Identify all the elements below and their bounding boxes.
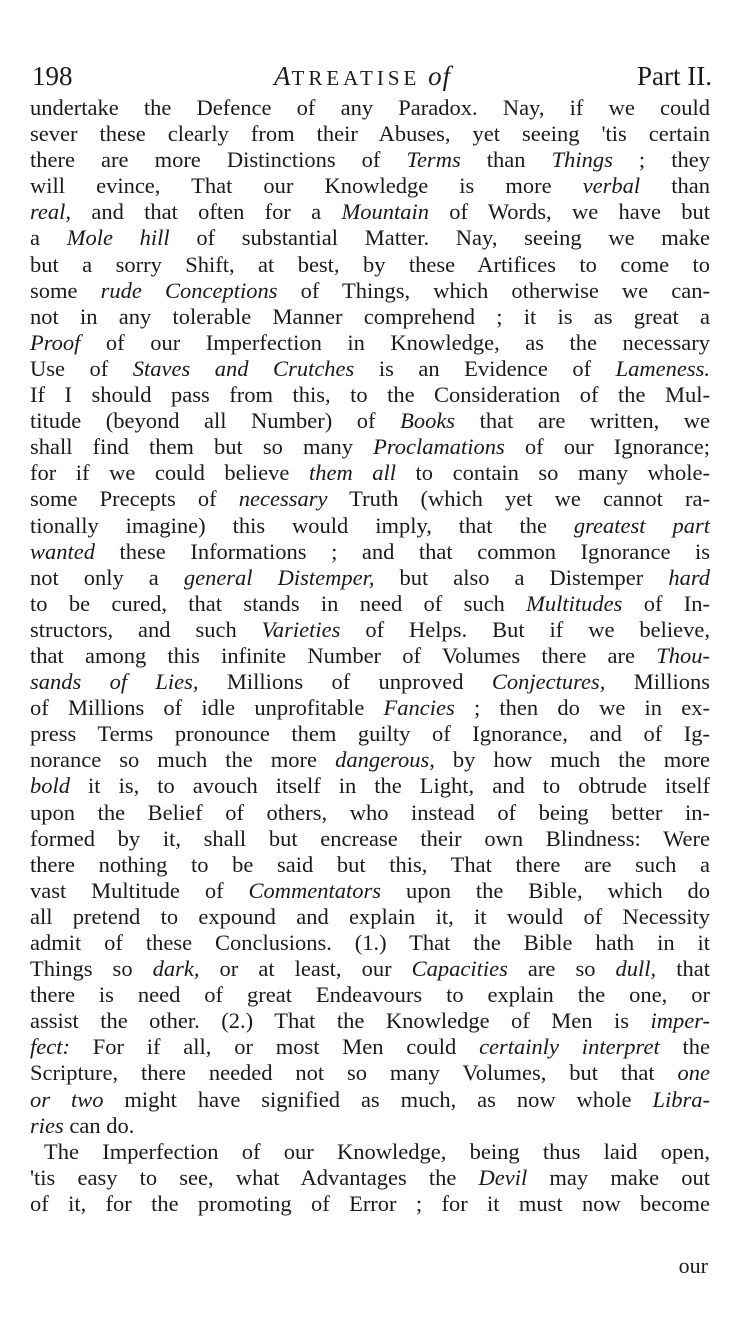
text-line <box>30 1087 710 1113</box>
text-run: 'tis easy to see, what Advantages the <box>30 1164 479 1190</box>
running-header <box>32 58 712 94</box>
text-line <box>30 95 710 121</box>
text-run: that are written, we <box>455 408 710 434</box>
text-run: upon the Bible, which do <box>381 877 710 903</box>
text-run: than <box>640 173 710 199</box>
text-run: will evince, That our Knowledge is more <box>30 173 583 199</box>
text-run: by how much the more <box>434 747 710 773</box>
italic-text: Fancies <box>383 695 455 721</box>
italic-text: Commentators <box>248 877 382 903</box>
text-run: of our Imperfection in Knowledge, as the necessary <box>80 329 710 355</box>
text-line <box>30 826 710 852</box>
text-run: that <box>656 956 710 982</box>
italic-text: one <box>677 1060 710 1086</box>
text-run: there nothing to be said but this, That there are such a <box>30 851 710 877</box>
text-line <box>30 513 710 539</box>
text-run: formed by it, shall but encrease their own Blindness: Were <box>30 825 710 851</box>
text-line <box>30 147 710 173</box>
italic-text: Libra- <box>652 1086 710 1112</box>
italic-text: Conjectures, <box>491 669 606 695</box>
italic-text: Proof <box>30 329 81 355</box>
text-line <box>30 304 710 330</box>
text-run: may make out <box>527 1164 710 1190</box>
catchword: our <box>678 1253 708 1278</box>
text-run: structors, and such <box>30 616 262 642</box>
text-line <box>30 199 710 225</box>
text-line <box>30 278 710 304</box>
text-run: press Terms pronounce them guilty of Ignorance, and of Ig- <box>30 721 710 747</box>
text-line <box>30 930 710 956</box>
text-run: ; they <box>612 147 710 173</box>
italic-text: dull, <box>615 956 657 982</box>
text-line <box>30 486 710 512</box>
text-run: Millions <box>605 669 710 695</box>
text-run: of In- <box>622 590 711 616</box>
text-run: it is, to avouch itself in the Light, and to obtrude itself <box>70 773 710 799</box>
text-run: not only a <box>30 564 184 590</box>
text-line <box>30 539 710 565</box>
text-run: of Words, we have but <box>428 199 710 225</box>
italic-text: necessary <box>238 486 328 512</box>
italic-text: or two <box>30 1086 104 1112</box>
text-run: Scripture, there needed not so many Volumes, but that <box>30 1060 678 1086</box>
italic-text: sands of Lies, <box>30 669 199 695</box>
text-run: Millions of unproved <box>198 669 492 695</box>
text-line <box>30 747 710 773</box>
text-run: the <box>659 1034 710 1060</box>
text-run: of Millions of idle unprofitable <box>30 695 384 721</box>
text-line <box>30 982 710 1008</box>
italic-text: ries <box>30 1112 64 1138</box>
text-run: vast Multitude of <box>30 877 249 903</box>
italic-text: Multitudes <box>526 590 623 616</box>
text-run: and that often for a <box>71 199 342 225</box>
italic-text: Mountain <box>341 199 429 225</box>
italic-text: rude Conceptions <box>100 277 278 303</box>
text-run: of Things, which otherwise we can- <box>277 277 710 303</box>
italic-text: Staves and Crutches <box>132 355 355 381</box>
italic-text: dark, <box>152 956 200 982</box>
text-line <box>30 173 710 199</box>
italic-text: verbal <box>582 173 641 199</box>
italic-text: imper- <box>650 1008 710 1034</box>
text-run: of it, for the promoting of Error ; for it must now become <box>30 1190 710 1216</box>
page-number: 198 <box>32 61 73 91</box>
text-run: are so <box>507 956 616 982</box>
text-line <box>30 1139 710 1165</box>
text-line <box>30 1113 710 1139</box>
running-title-caps: TREATISE <box>291 66 421 90</box>
text-line <box>30 356 710 382</box>
italic-text: greatest part <box>573 512 710 538</box>
italic-text: fect: <box>30 1034 70 1060</box>
italic-text: dangerous, <box>335 747 435 773</box>
text-run: these Informations ; and that common Ignorance is <box>95 538 710 564</box>
italic-text: Terms <box>406 147 461 173</box>
text-run: Things so <box>30 956 153 982</box>
text-line <box>30 695 710 721</box>
text-run: but also a Distemper <box>374 564 669 590</box>
text-run: of substantial Matter. Nay, seeing we make <box>169 225 710 251</box>
text-line <box>30 852 710 878</box>
text-line <box>30 1008 710 1034</box>
text-line <box>30 904 710 930</box>
text-run: of Helps. But if we believe, <box>340 616 711 642</box>
text-run: a <box>30 225 67 251</box>
italic-text: wanted <box>30 538 95 564</box>
text-run: undertake the Defence of any Paradox. Nay, if we could <box>30 95 710 120</box>
text-run: can do. <box>63 1112 135 1138</box>
text-line <box>30 643 710 669</box>
italic-text: Varieties <box>261 616 341 642</box>
italic-text: them all <box>308 460 396 486</box>
text-line <box>30 617 710 643</box>
text-run: titude (beyond all Number) of <box>30 408 401 434</box>
text-line <box>30 1060 710 1086</box>
text-line <box>30 330 710 356</box>
text-run: not in any tolerable Manner comprehend ; it is as great a <box>30 303 710 329</box>
text-line <box>30 1165 710 1191</box>
text-line <box>30 225 710 251</box>
text-run: to be cured, that stands in need of such <box>30 590 527 616</box>
text-run: is an Evidence of <box>354 355 616 381</box>
text-line <box>30 800 710 826</box>
part-label: Part II. <box>637 61 712 91</box>
text-run: but a sorry Shift, at best, by these Artifices to come to <box>30 251 710 277</box>
text-run: shall find them but so many <box>30 434 374 460</box>
text-line <box>30 382 710 408</box>
text-run: The Imperfection of our Knowledge, being thus laid open, <box>44 1138 710 1164</box>
text-run: tionally imagine) this would imply, that the <box>30 512 574 538</box>
italic-text: general Distemper, <box>183 564 375 590</box>
running-title-tail: of <box>420 61 452 91</box>
text-line <box>30 565 710 591</box>
text-run: upon the Belief of others, who instead of being better in- <box>30 799 710 825</box>
italic-text: bold <box>30 773 71 799</box>
italic-text: hard <box>668 564 710 590</box>
italic-text: Books <box>400 408 456 434</box>
italic-text: Devil <box>478 1164 528 1190</box>
text-run: assist the other. (2.) That the Knowledge of Men is <box>30 1008 651 1034</box>
text-run: that among this infinite Number of Volumes there are <box>30 642 657 668</box>
italic-text: Capacities <box>411 956 508 982</box>
text-line <box>30 1034 710 1060</box>
text-line <box>30 773 710 799</box>
text-run: some Precepts of <box>30 486 239 512</box>
text-line <box>30 121 710 147</box>
italic-text: Things <box>551 147 613 173</box>
italic-text: real, <box>30 199 72 225</box>
text-line <box>30 434 710 460</box>
text-line <box>30 878 710 904</box>
text-run: there is need of great Endeavours to explain the one, or <box>30 982 710 1008</box>
text-run: For if all, or most Men could <box>69 1034 480 1060</box>
text-line <box>30 669 710 695</box>
text-run: ; then do we in ex- <box>454 695 710 721</box>
text-run: or at least, our <box>199 956 412 982</box>
italic-text: certainly interpret <box>479 1034 660 1060</box>
text-line <box>30 408 710 434</box>
text-run: Truth (which yet we cannot ra- <box>327 486 710 512</box>
text-run: than <box>460 147 552 173</box>
running-title-lead: A <box>274 61 292 91</box>
italic-text: Proclamations <box>373 434 505 460</box>
page-body-text <box>30 95 710 1217</box>
text-run: of our Ignorance; <box>504 434 710 460</box>
text-line <box>30 252 710 278</box>
text-run: norance so much the more <box>30 747 336 773</box>
text-line <box>30 956 710 982</box>
text-run: to contain so many whole- <box>396 460 710 486</box>
text-run: might have signified as much, as now whole <box>103 1086 653 1112</box>
running-title <box>274 58 451 96</box>
text-run: there are more Distinctions of <box>30 147 407 173</box>
text-run: some <box>30 277 101 303</box>
text-run: Use of <box>30 355 133 381</box>
text-run: sever these clearly from their Abuses, yet seeing 'tis certain <box>30 121 710 147</box>
italic-text: Mole hill <box>66 225 170 251</box>
text-line <box>30 460 710 486</box>
italic-text: Lameness. <box>615 355 710 381</box>
text-run: admit of these Conclusions. (1.) That the Bible hath in it <box>30 930 710 955</box>
text-run: If I should pass from this, to the Consideration of the Mul- <box>30 382 710 408</box>
text-line <box>30 591 710 617</box>
text-line <box>30 721 710 747</box>
text-run: for if we could believe <box>30 460 309 486</box>
text-line <box>30 1191 710 1217</box>
italic-text: Thou- <box>656 642 710 668</box>
text-run: all pretend to expound and explain it, it would of Necessity <box>30 903 710 929</box>
